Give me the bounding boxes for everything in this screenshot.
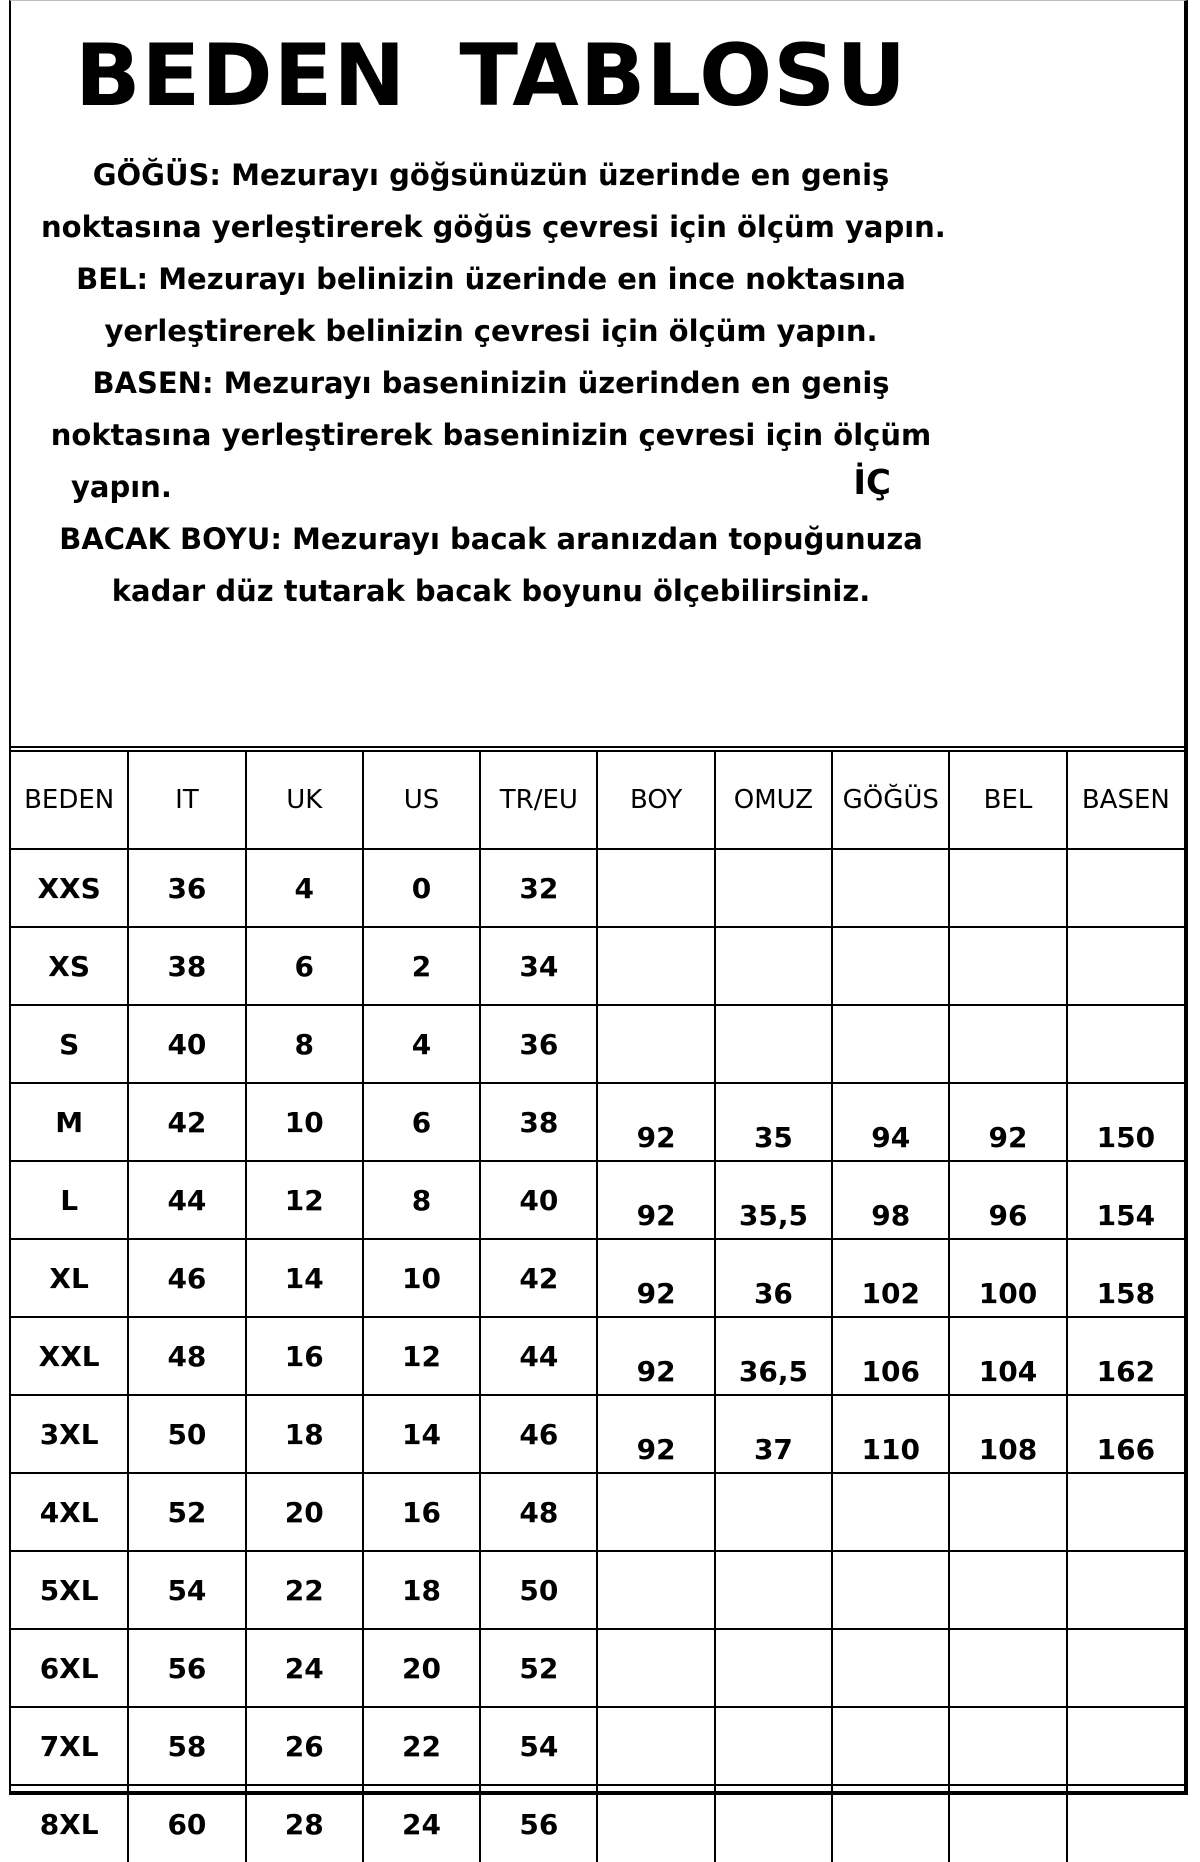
table-cell: 28 <box>246 1785 363 1862</box>
table-cell <box>949 1629 1066 1707</box>
table-cell <box>597 1551 714 1629</box>
table-cell <box>597 927 714 1005</box>
instruction-line: GÖĞÜS: Mezurayı göğsünüzün üzerinde en geniş <box>92 158 890 192</box>
table-cell: 40 <box>480 1161 597 1239</box>
table-cell: 36 <box>715 1239 832 1317</box>
table-cell: 38 <box>480 1083 597 1161</box>
table-cell: 12 <box>246 1161 363 1239</box>
table-cell: 10 <box>246 1083 363 1161</box>
measurement-instructions <box>41 149 946 617</box>
table-cell: 35 <box>715 1083 832 1161</box>
table-cell: 102 <box>832 1239 949 1317</box>
table-cell: 8XL <box>11 1785 128 1862</box>
table-cell: 8 <box>246 1005 363 1083</box>
table-cell: 108 <box>949 1395 1066 1473</box>
table-cell: 48 <box>480 1473 597 1551</box>
table-cell: 58 <box>128 1707 245 1785</box>
table-cell <box>715 1473 832 1551</box>
table-cell: 54 <box>480 1707 597 1785</box>
column-header: UK <box>246 749 363 849</box>
table-cell: 56 <box>128 1629 245 1707</box>
instruction-line: noktasına yerleştirerek göğüs çevresi için ölçüm yapın. <box>41 210 946 244</box>
column-header: GÖĞÜS <box>832 749 949 849</box>
table-row <box>11 1707 1184 1785</box>
table-cell <box>1067 1005 1184 1083</box>
table-cell: 5XL <box>11 1551 128 1629</box>
table-cell: 20 <box>246 1473 363 1551</box>
table-cell: 110 <box>832 1395 949 1473</box>
page-title: BEDEN TABLOSU <box>74 26 908 126</box>
table-cell <box>832 1785 949 1862</box>
table-cell: 2 <box>363 927 480 1005</box>
table-cell: 40 <box>128 1005 245 1083</box>
table-cell: 3XL <box>11 1395 128 1473</box>
table-cell: 22 <box>246 1551 363 1629</box>
table-cell <box>1067 1629 1184 1707</box>
table-cell: 98 <box>832 1161 949 1239</box>
table-row <box>11 1005 1184 1083</box>
table-cell: 36 <box>128 849 245 927</box>
table-cell <box>597 1707 714 1785</box>
table-cell <box>715 1629 832 1707</box>
table-cell: 150 <box>1067 1083 1184 1161</box>
table-cell: XXL <box>11 1317 128 1395</box>
table-cell: 92 <box>597 1317 714 1395</box>
size-table <box>11 746 1184 1862</box>
table-cell: 10 <box>363 1239 480 1317</box>
table-row <box>11 1317 1184 1395</box>
table-cell: 44 <box>480 1317 597 1395</box>
table-cell: 7XL <box>11 1707 128 1785</box>
table-cell: 92 <box>597 1083 714 1161</box>
table-row <box>11 927 1184 1005</box>
table-cell: 50 <box>480 1551 597 1629</box>
table-cell: 92 <box>949 1083 1066 1161</box>
table-cell: 42 <box>128 1083 245 1161</box>
column-header: BASEN <box>1067 749 1184 849</box>
table-cell <box>715 849 832 927</box>
instruction-line: BASEN: Mezurayı baseninizin üzerinden en geniş <box>92 366 890 400</box>
column-header: OMUZ <box>715 749 832 849</box>
table-cell: 94 <box>832 1083 949 1161</box>
table-cell: 37 <box>715 1395 832 1473</box>
table-cell: XXS <box>11 849 128 927</box>
table-cell <box>949 1473 1066 1551</box>
table-cell: 60 <box>128 1785 245 1862</box>
table-cell: 44 <box>128 1161 245 1239</box>
table-cell <box>597 849 714 927</box>
table-cell: 42 <box>480 1239 597 1317</box>
column-header: BEDEN <box>11 749 128 849</box>
table-cell: XS <box>11 927 128 1005</box>
table-cell: 35,5 <box>715 1161 832 1239</box>
table-cell <box>949 849 1066 927</box>
table-cell <box>832 1629 949 1707</box>
table-cell <box>1067 1473 1184 1551</box>
table-cell: 162 <box>1067 1317 1184 1395</box>
table-cell: 4 <box>363 1005 480 1083</box>
instruction-line: kadar düz tutarak bacak boyunu ölçebilirsiniz. <box>111 574 871 608</box>
table-cell <box>949 1707 1066 1785</box>
table-cell: S <box>11 1005 128 1083</box>
table-cell: 4XL <box>11 1473 128 1551</box>
table-cell <box>715 1005 832 1083</box>
table-cell <box>715 927 832 1005</box>
table-cell: L <box>11 1161 128 1239</box>
instruction-tail: İÇ <box>853 463 891 503</box>
table-cell: 38 <box>128 927 245 1005</box>
table-cell <box>832 1551 949 1629</box>
column-header: BOY <box>597 749 714 849</box>
table-cell: 52 <box>128 1473 245 1551</box>
table-cell: 12 <box>363 1317 480 1395</box>
table-row <box>11 1395 1184 1473</box>
table-cell <box>1067 1707 1184 1785</box>
table-cell: 36,5 <box>715 1317 832 1395</box>
table-cell: 92 <box>597 1161 714 1239</box>
table-cell <box>832 927 949 1005</box>
column-header: IT <box>128 749 245 849</box>
table-cell: 6XL <box>11 1629 128 1707</box>
column-header: TR/EU <box>480 749 597 849</box>
table-cell: 16 <box>246 1317 363 1395</box>
table-cell: 100 <box>949 1239 1066 1317</box>
table-row <box>11 1239 1184 1317</box>
table-cell: 4 <box>246 849 363 927</box>
instruction-line: BACAK BOYU: Mezurayı bacak aranızdan topuğunuza <box>59 522 923 556</box>
table-row <box>11 849 1184 927</box>
table-row <box>11 1629 1184 1707</box>
table-body <box>11 849 1184 1862</box>
table-cell: 22 <box>363 1707 480 1785</box>
table-cell: 14 <box>363 1395 480 1473</box>
table-cell <box>715 1551 832 1629</box>
table-cell: 54 <box>128 1551 245 1629</box>
table-cell: 96 <box>949 1161 1066 1239</box>
table-cell: 8 <box>363 1161 480 1239</box>
table-row <box>11 1473 1184 1551</box>
table-cell <box>597 1785 714 1862</box>
table-cell: 16 <box>363 1473 480 1551</box>
table-cell <box>1067 1785 1184 1862</box>
column-header: US <box>363 749 480 849</box>
instruction-line: yerleştirerek belinizin çevresi için ölçüm yapın. <box>104 314 878 348</box>
instruction-line: yapın. <box>71 470 172 504</box>
table-cell <box>715 1785 832 1862</box>
table-cell: 92 <box>597 1395 714 1473</box>
table-cell: 36 <box>480 1005 597 1083</box>
table-cell: 24 <box>246 1629 363 1707</box>
table-cell: 46 <box>480 1395 597 1473</box>
table-cell: 0 <box>363 849 480 927</box>
table-cell: XL <box>11 1239 128 1317</box>
instruction-line: BEL: Mezurayı belinizin üzerinde en ince noktasına <box>76 262 906 296</box>
table-cell: 158 <box>1067 1239 1184 1317</box>
table-cell: 52 <box>480 1629 597 1707</box>
table-cell <box>1067 849 1184 927</box>
table-cell <box>597 1005 714 1083</box>
table-row <box>11 1161 1184 1239</box>
table-cell <box>715 1707 832 1785</box>
table-cell: 154 <box>1067 1161 1184 1239</box>
table-cell <box>949 1785 1066 1862</box>
table-cell: 50 <box>128 1395 245 1473</box>
column-header: BEL <box>949 749 1066 849</box>
table-cell: 18 <box>246 1395 363 1473</box>
table-cell: 26 <box>246 1707 363 1785</box>
table-cell: 32 <box>480 849 597 927</box>
table-header-row <box>11 749 1184 849</box>
table-cell <box>949 927 1066 1005</box>
table-cell <box>832 1707 949 1785</box>
table-cell: 18 <box>363 1551 480 1629</box>
table-cell: 46 <box>128 1239 245 1317</box>
table-row <box>11 1785 1184 1862</box>
table-cell: 104 <box>949 1317 1066 1395</box>
table-cell <box>597 1473 714 1551</box>
table-cell <box>832 1473 949 1551</box>
table-cell: 48 <box>128 1317 245 1395</box>
table-cell: 106 <box>832 1317 949 1395</box>
table-cell: M <box>11 1083 128 1161</box>
instruction-line-split <box>41 461 941 513</box>
size-chart-sheet <box>9 0 1188 1841</box>
table-cell: 92 <box>597 1239 714 1317</box>
table-cell: 6 <box>246 927 363 1005</box>
table-cell <box>597 1629 714 1707</box>
table-cell: 20 <box>363 1629 480 1707</box>
table-cell: 24 <box>363 1785 480 1862</box>
table-cell <box>1067 927 1184 1005</box>
table-cell: 166 <box>1067 1395 1184 1473</box>
table-row <box>11 1551 1184 1629</box>
table-cell <box>1067 1551 1184 1629</box>
table-row <box>11 1083 1184 1161</box>
table-cell <box>949 1005 1066 1083</box>
table-cell: 56 <box>480 1785 597 1862</box>
table-cell <box>832 849 949 927</box>
instruction-line: noktasına yerleştirerek baseninizin çevresi için ölçüm <box>50 418 932 452</box>
table-cell <box>949 1551 1066 1629</box>
table-cell <box>832 1005 949 1083</box>
table-cell: 6 <box>363 1083 480 1161</box>
table-cell: 14 <box>246 1239 363 1317</box>
table-cell: 34 <box>480 927 597 1005</box>
